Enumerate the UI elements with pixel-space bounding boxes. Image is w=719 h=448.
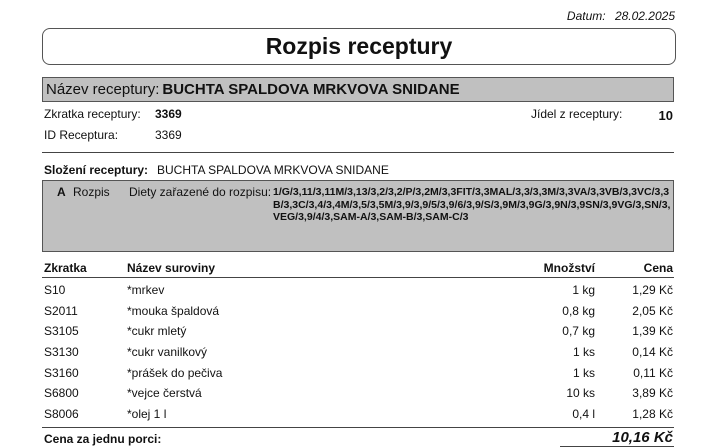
cell-quantity: 0,7 kg (562, 324, 595, 338)
cell-quantity: 1 kg (572, 283, 595, 297)
diets-label: Diety zařazené do rozpisu: (129, 185, 272, 199)
cell-ingredient: *prášek do pečiva (127, 366, 223, 380)
cell-ingredient: *vejce čerstvá (127, 386, 202, 400)
cell-abbr: S6800 (44, 386, 79, 400)
date-row (561, 9, 675, 23)
cell-price: 1,39 Kč (632, 324, 673, 338)
diets-value: 1/G/3,11/3,11M/3,13/3,2/3,2/P/3,2M/3,3FIT/3,3MAL/3,3/3,3M/3,3VA/3,3VB/3,3VC/3,3B/3,3C/3,4/3,4M/3,5/3,5M/3,9/3,9/5/3,9/6/3,9/S/3,9M/3,9G/3,9N/3,9SN/3,9VG/3,SN/3,VEG/3,9/4/3,SAM-A/3,SAM-B/3,SAM-C/3 (273, 186, 671, 223)
table-row (0, 407, 719, 428)
cell-price: 3,89 Kč (632, 386, 673, 400)
recipe-name-label: Název receptury: (46, 81, 160, 98)
col-header-quantity: Množství (543, 261, 595, 275)
composition-value: BUCHTA SPALDOVA MRKVOVA SNIDANE (157, 163, 389, 177)
cell-ingredient: *mrkev (127, 283, 165, 297)
cell-price: 0,11 Kč (633, 366, 673, 380)
cell-quantity: 1 ks (572, 366, 595, 380)
rozpis-letter: A (57, 185, 66, 199)
cell-quantity: 0,8 kg (562, 304, 595, 318)
table-row (0, 366, 719, 387)
table-footer-divider (42, 427, 674, 428)
table-header-divider (42, 277, 674, 278)
composition-label: Složení receptury: (44, 163, 149, 177)
cell-price: 2,05 Kč (632, 304, 673, 318)
recipe-abbr-value: 3369 (155, 107, 182, 121)
cell-abbr: S3105 (44, 324, 79, 338)
rozpis-label: Rozpis (73, 185, 110, 199)
cell-price: 1,28 Kč (632, 407, 673, 421)
table-row (0, 283, 719, 304)
cell-abbr: S3130 (44, 345, 79, 359)
table-row (0, 345, 719, 366)
recipe-abbr-label: Zkratka receptury: (44, 107, 141, 121)
table-row (0, 386, 719, 407)
date-value: 28.02.2025 (614, 9, 675, 23)
page-title: Rozpis receptury (42, 28, 676, 65)
cell-ingredient: *olej 1 l (127, 407, 167, 421)
cell-abbr: S2011 (44, 304, 78, 318)
cell-abbr: S10 (44, 283, 66, 297)
portions-label: Jídel z receptury: (531, 107, 623, 121)
recipe-id-value: 3369 (155, 128, 182, 142)
col-header-ingredient: Název suroviny (127, 261, 216, 275)
col-header-abbr: Zkratka (44, 261, 87, 275)
total-underline (560, 446, 674, 447)
cell-quantity: 1 ks (572, 345, 595, 359)
cell-ingredient: *cukr mletý (127, 324, 187, 338)
portions-value: 10 (658, 108, 673, 123)
recipe-name-value: BUCHTA SPALDOVA MRKVOVA SNIDANE (162, 81, 460, 98)
cell-price: 1,29 Kč (632, 283, 673, 297)
cell-quantity: 0,4 l (572, 407, 595, 421)
recipe-id-label: ID Receptura: (44, 128, 119, 142)
cell-ingredient: *mouka špaldová (127, 304, 220, 318)
col-header-price: Cena (643, 261, 673, 275)
cell-quantity: 10 ks (566, 386, 595, 400)
total-value: 10,16 Kč (612, 429, 673, 446)
table-row (0, 304, 719, 325)
cell-price: 0,14 Kč (632, 345, 673, 359)
recipe-name-bar (42, 77, 674, 102)
divider (42, 152, 674, 153)
total-label: Cena za jednu porci: (44, 432, 162, 446)
cell-abbr: S8006 (44, 407, 79, 421)
cell-abbr: S3160 (44, 366, 79, 380)
rozpis-box (42, 180, 674, 252)
cell-ingredient: *cukr vanilkový (127, 345, 208, 359)
table-row (0, 324, 719, 345)
date-label: Datum: (566, 9, 606, 23)
